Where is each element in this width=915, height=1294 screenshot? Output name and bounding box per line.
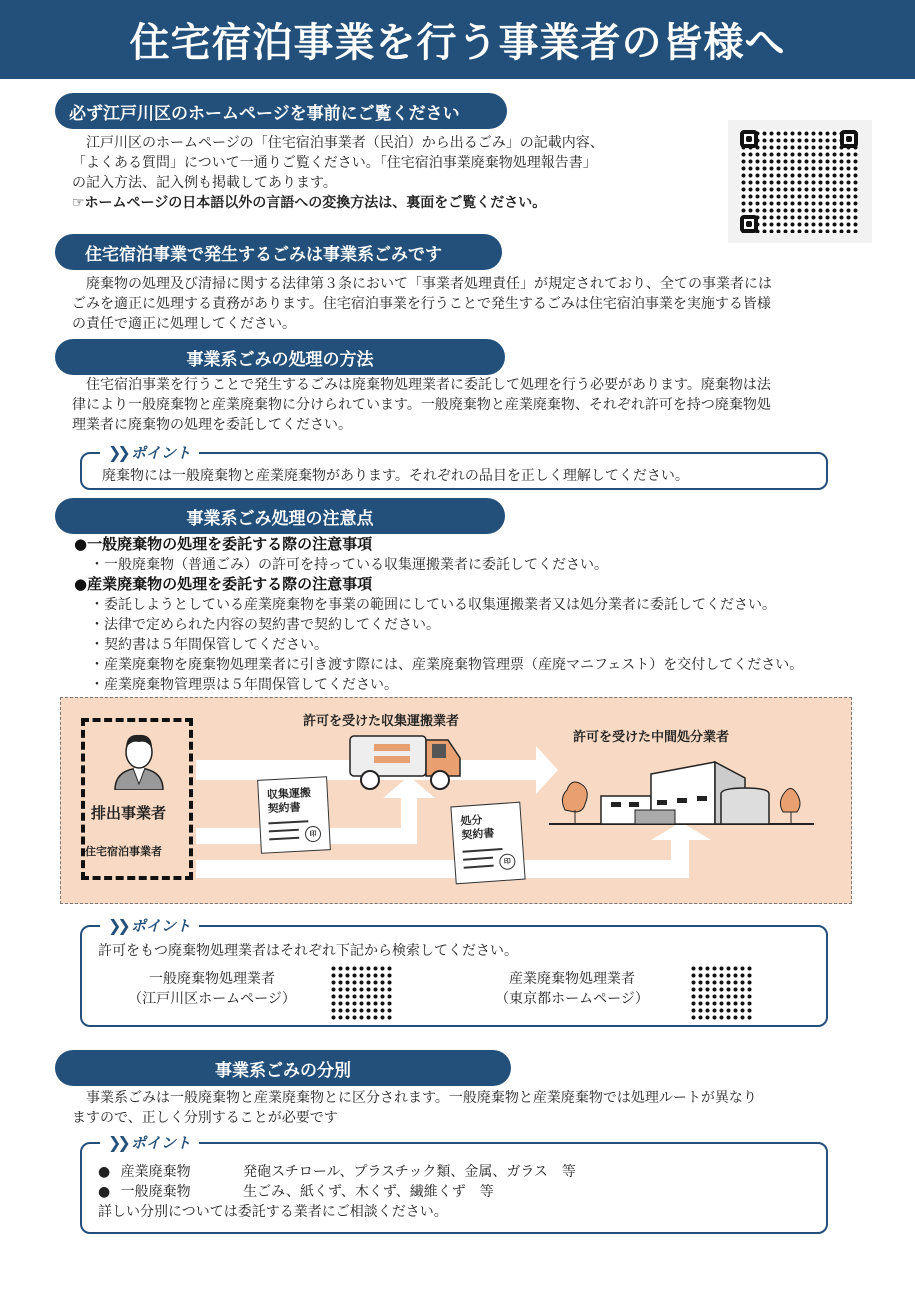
label-line: 一般廃棄物処理業者 [149,971,275,987]
caution-item: ・一般廃棄物（普通ごみ）の許可を持っている収集運搬業者に委託してください。 [90,557,608,573]
label-line: （東京都ホームページ） [495,991,649,1007]
point-label [100,915,199,936]
label-line: （江戸川区ホームページ） [128,991,296,1007]
general-waste-search-label [122,969,302,1009]
seal-icon: 印 [499,853,516,870]
point-text: 許可をもつ廃棄物処理業者はそれぞれ下記から検索してください。 [98,943,518,959]
text-line: 理業者に廃棄物の処理を委託してください。 [72,417,352,433]
processing-facility-icon [549,754,819,830]
text-line: 江戸川区のホームページの「住宅宿泊事業者（民泊）から出るごみ」の記載内容、 [86,135,604,151]
text-line: 廃棄物の処理及び清掃に関する法律第３条において「事業者処理責任」が規定されており、全ての事業者には [86,276,772,292]
doc-title-line: 契約書 [460,826,495,842]
collector-label: 許可を受けた収集運搬業者 [303,714,460,729]
text-line: 事業系ごみは一般廃棄物と産業廃棄物とに区分されます。一般廃棄物と産業廃棄物では処理ルートが異なり [86,1090,757,1106]
category-label: 一般廃棄物 [120,1184,191,1200]
flow-arrow-band [461,760,541,780]
text-line: 住宅宿泊事業を行うことで発生するごみは廃棄物処理業者に委託して処理を行う必要があります。廃棄物は法 [86,377,771,393]
section-heading-text: 住宅宿泊事業で発生するごみは事業系ごみです [85,244,442,265]
double-chevron-icon: ❯❯ [108,443,127,462]
processor-label: 許可を受けた中間処分業者 [573,730,730,745]
caution-item: ・産業廃棄物管理票は５年間保管してください。 [90,677,398,693]
label-line: 産業廃棄物処理業者 [509,971,635,987]
double-chevron-icon: ❯❯ [108,916,127,935]
doc-title-line: 処分 [459,813,483,828]
qr-code-tokyo[interactable] [690,965,752,1021]
homepage-paragraph [72,133,712,213]
waste-flow-diagram [60,697,852,904]
industrial-waste-caution-heading: ●産業廃棄物の処理を委託する際の注意事項 [74,575,373,593]
bullet-icon: ● [98,1164,111,1180]
sorting-row [98,1182,494,1202]
double-chevron-icon: ❯❯ [108,1133,127,1152]
garbage-truck-icon [344,730,464,792]
qr-finder-icon [740,215,758,233]
caution-item: ・法律で定められた内容の契約書で契約してください。 [90,617,440,633]
sorting-row [98,1162,576,1182]
text-line: の責任で適正に処理してください。 [72,316,296,332]
page-title: 住宅宿泊事業を行う事業者の皆様へ [129,20,786,66]
point-box-sorting [80,1133,828,1234]
section-heading-method [55,339,505,375]
industrial-waste-search-label [482,969,662,1009]
section-heading-text: 事業系ごみの処理の方法 [186,349,374,370]
section-heading-cautions [55,498,505,534]
method-paragraph [72,375,862,435]
text-line: ますので、正しく分別することが必要です [72,1110,338,1126]
sorting-note: 詳しい分別については委託する業者にご相談ください。 [98,1204,448,1220]
flow-arrow-band [196,860,686,878]
point-label [100,442,199,463]
flow-arrow-band [671,838,689,878]
point-label [100,1132,199,1153]
caution-item: ・産業廃棄物を廃棄物処理業者に引き渡す際には、産業廃棄物管理票（産廃マニフェスト）を交付してください。 [90,657,804,673]
point-box-search [80,916,828,1027]
point-text: 廃棄物には一般廃棄物と産業廃棄物があります。それぞれの品目を正しく理解してください。 [102,468,689,484]
flow-arrow-band [401,798,417,844]
category-items: 生ごみ、紙くず、木くず、繊維くず 等 [243,1184,494,1200]
point-label-text: ポイント [130,1134,191,1152]
collection-contract-document [257,776,331,854]
point-label-text: ポイント [130,444,191,462]
qr-finder-icon [840,130,858,148]
doc-title-line: 収集運搬 [266,786,312,802]
text-line: ごみを適正に処理する責務があります。住宅宿泊事業を行うことで発生するごみは住宅宿泊事業を実施する皆様 [72,296,771,312]
bullet-icon: ● [98,1184,111,1200]
category-label: 産業廃棄物 [120,1164,191,1180]
business-waste-paragraph [72,274,862,334]
qr-code-homepage[interactable] [728,120,872,243]
qr-code-edogawa[interactable] [330,965,392,1021]
qr-finder-icon [740,130,758,148]
section-heading-text: 事業系ごみ処理の注意点 [186,508,374,529]
text-line: 律により一般廃棄物と産業廃棄物に分けられています。一般廃棄物と産業廃棄物、それぞれ許可を持つ廃棄物処 [72,397,771,413]
section-heading-text: 事業系ごみの分別 [215,1060,351,1081]
sorting-paragraph [72,1088,862,1128]
title-banner [0,0,915,79]
note-line: ☞ホームページの日本語以外の言語への変換方法は、裏面をご覧ください。 [72,195,547,211]
category-items: 発砲スチロール、プラスチック類、金属、ガラス 等 [243,1164,576,1180]
business-person-icon [111,730,167,790]
caution-item: ・契約書は５年間保管してください。 [90,637,328,653]
general-waste-caution-heading: ●一般廃棄物の処理を委託する際の注意事項 [74,535,373,553]
section-heading-business-waste [55,234,502,270]
text-line: 「よくある質問」について一通りご覧ください。「住宅宿泊事業廃棄物処理報告書」 [72,155,597,171]
caution-item: ・委託しようとしている産業廃棄物を事業の範囲にしている収集運搬業者又は処分業者に委託してください。 [90,597,776,613]
disposal-contract-document [450,802,525,885]
point-label-text: ポイント [130,917,191,935]
seal-icon: 印 [305,826,322,843]
emitter-label: 排出事業者 [91,804,167,822]
doc-title-line: 契約書 [267,800,301,816]
emitter-sublabel: 住宅宿泊事業者 [85,845,162,858]
text-line: の記入方法、記入例も掲載してあります。 [72,175,337,191]
section-heading-sorting [55,1050,511,1086]
section-heading-homepage [55,93,507,129]
point-box-method [80,443,828,490]
section-heading-text: 必ず江戸川区のホームページを事前にご覧ください [69,103,460,124]
